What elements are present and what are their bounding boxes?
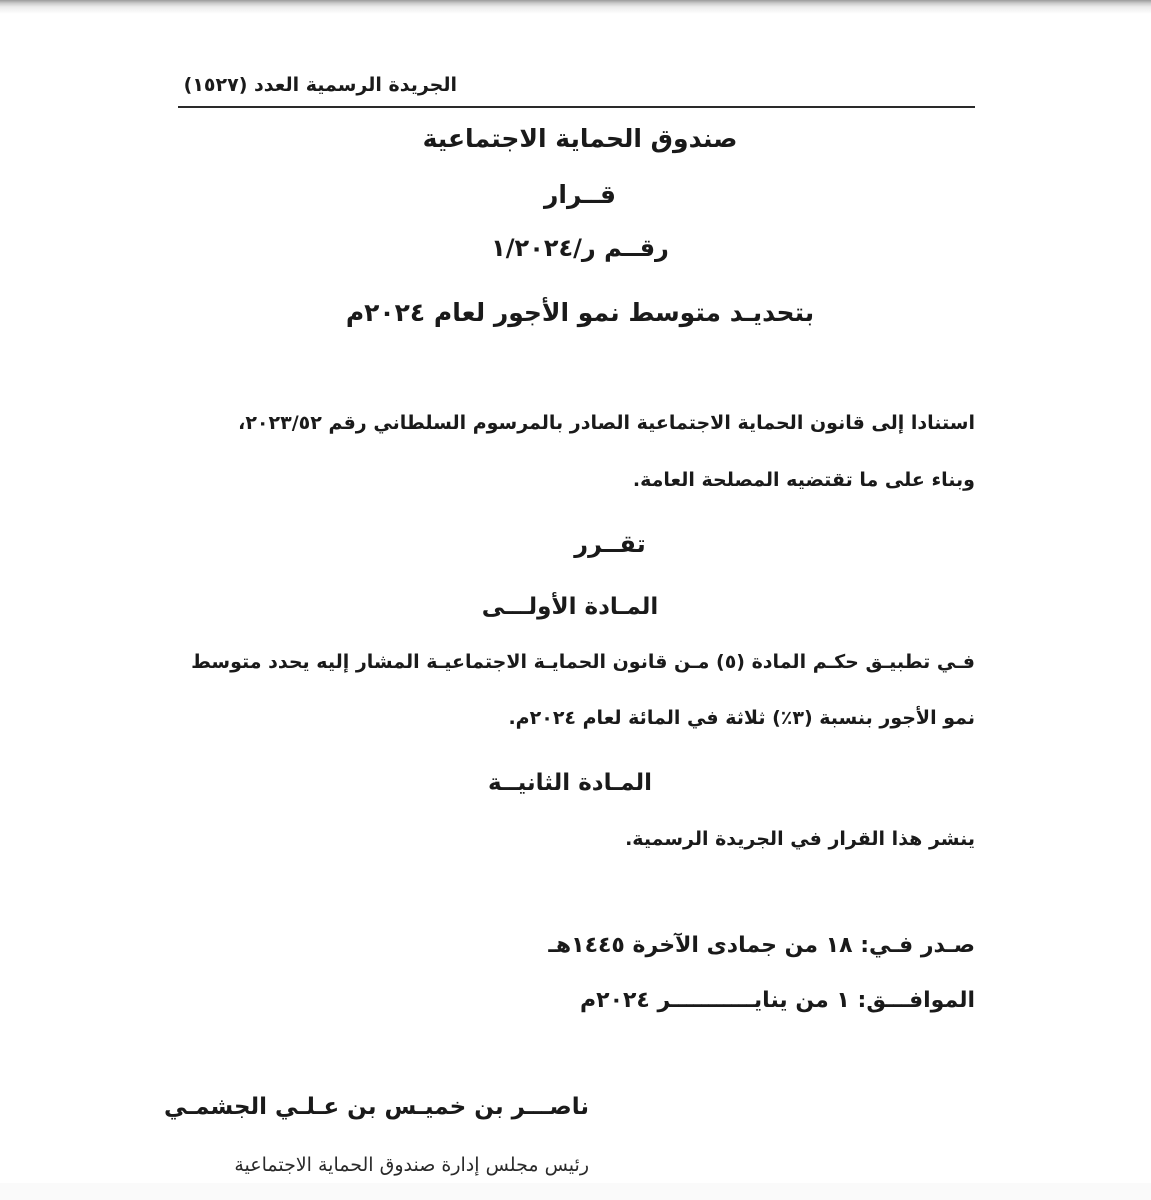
article-1-title: المـادة الأولـــى [481, 594, 659, 620]
organization-title: صندوق الحماية الاجتماعية [422, 124, 738, 153]
header-divider [178, 106, 975, 108]
signatory-position: رئيس مجلس إدارة صندوق الحماية الاجتماعية [234, 1154, 589, 1176]
article-2-title: المـادة الثانيــة [487, 770, 653, 796]
decision-number: رقــم ر/١/٢٠٢٤ [491, 234, 669, 262]
gazette-header-title: الجريدة الرسمية العدد (١٥٢٧) [183, 74, 457, 96]
preamble-line-1: استنادا إلى قانون الحماية الاجتماعية الصادر بالمرسوم السلطاني رقم ٢٠٢٣/٥٢، [238, 412, 975, 434]
signatory-name: ناصـــر بن خميـس بن عـلـي الجشمـي [164, 1094, 589, 1120]
article-2-line-1: ينشر هذا القرار في الجريدة الرسمية. [625, 828, 975, 850]
document-type-heading: قــرار [544, 180, 616, 209]
issued-date-hijri: صـدر فـي: ١٨ من جمادى الآخرة ١٤٤٥هـ [548, 933, 975, 958]
issued-date-gregorian: الموافـــق: ١ من ينايـــــــــــر ٢٠٢٤م [580, 988, 975, 1013]
article-1-line-2: نمو الأجور بنسبة (٣٪) ثلاثة في المائة لعام ٢٠٢٤م. [508, 707, 975, 729]
preamble-line-2: وبناء على ما تقتضيه المصلحة العامة. [632, 469, 975, 491]
decision-subject: بتحديـد متوسط نمو الأجور لعام ٢٠٢٤م [345, 298, 815, 327]
decides-heading: تقــرر [574, 530, 646, 558]
article-1-line-1: فـي تطبيـق حكـم المادة (٥) مـن قانون الحمايـة الاجتماعيـة المشار إليه يحدد متوسط [191, 651, 975, 673]
